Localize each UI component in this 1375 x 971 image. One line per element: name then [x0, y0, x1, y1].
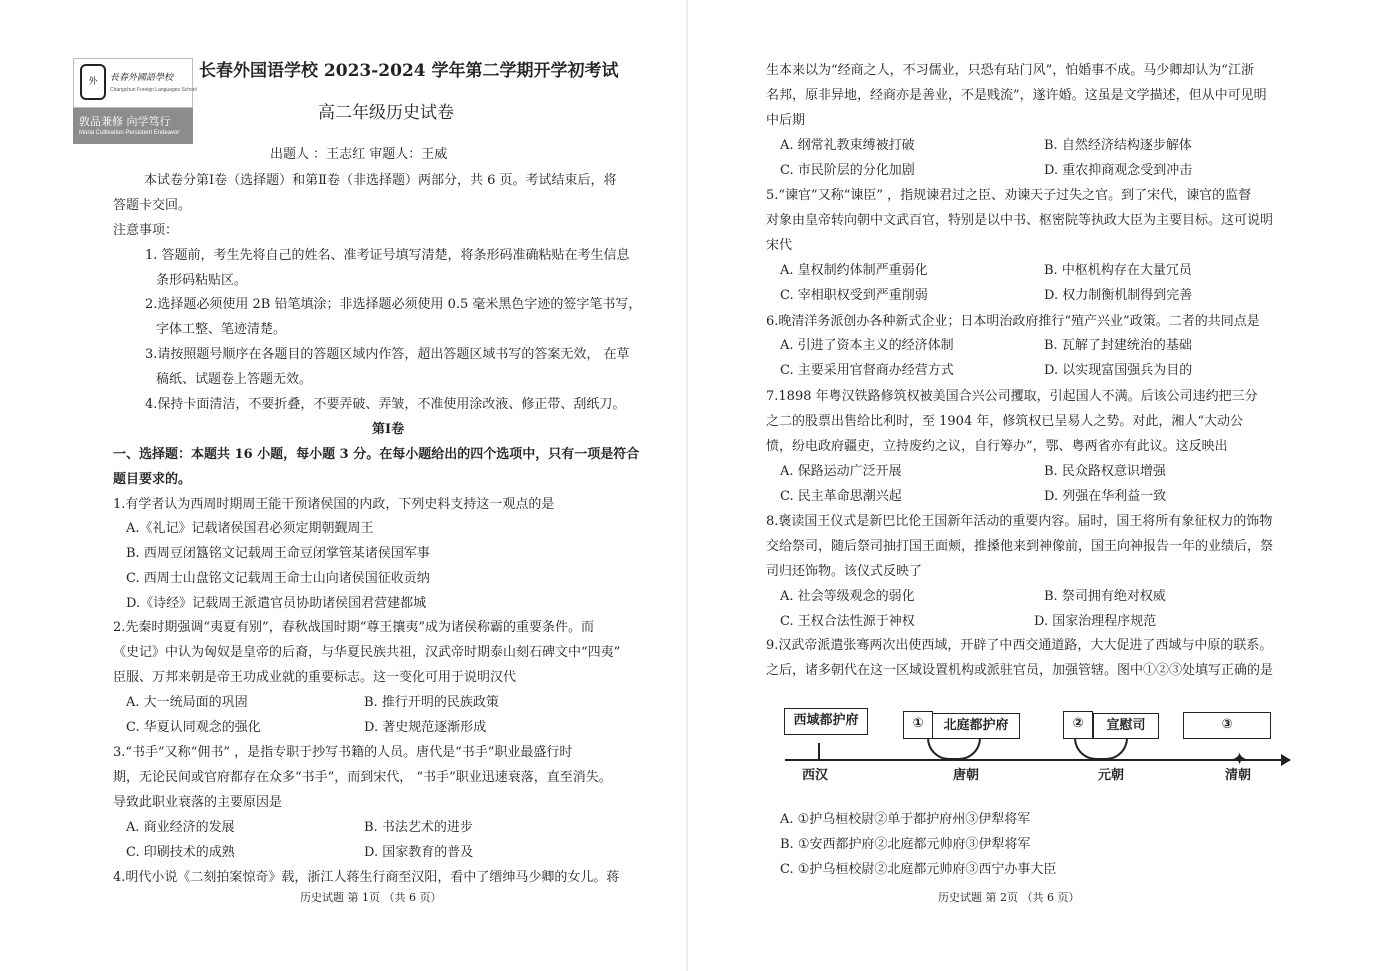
question-5-line-3: 宋代 [766, 238, 793, 253]
question-8-line-1: 8.褒读国王仪式是新巴比伦王国新年活动的重要内容。届时，国王将所有象征权力的饰物 [766, 514, 1273, 529]
question-4-line-4: 中后期 [766, 113, 806, 128]
logo-header [73, 58, 197, 108]
q1-option-d: D.《诗经》记载周王派遣官员协助诸侯国君营建都城 [126, 596, 427, 611]
q4-option-c: C. 市民阶层的分化加剧 [780, 163, 915, 178]
q6-option-a: A. 引进了资本主义的经济体制 [780, 338, 954, 353]
section-heading-1: 一、选择题：本题共 16 小题，每小题 3 分。在每小题给出的四个选项中，只有一项是符合 [113, 447, 640, 462]
page-footer-2: 历史试题 第 2页 （共 6 页） [938, 891, 1080, 904]
timeline-arrow-icon [1281, 754, 1291, 766]
q7-option-a: A. 保路运动广泛开展 [780, 464, 902, 479]
question-4-line-2: 生本来以为“经商之人，不习儒业，只恐有玷门风”，怕婚事不成。马少卿却认为“江浙 [766, 63, 1254, 78]
q9-option-b: B. ①安西都护府②北庭都元帅府③伊犁将军 [780, 837, 1031, 852]
timeline-star-icon: ✦ [1232, 749, 1248, 770]
q2-option-b: B. 推行开明的民族政策 [364, 695, 499, 710]
q4-option-d: D. 重农抑商观念受到冲击 [1044, 163, 1193, 178]
question-5-line-1: 5.“谏官”又称“谏臣” ，指规谏君过之臣、劝谏天子过失之官。到了宋代，谏官的监督 [766, 188, 1252, 203]
left-page [0, 0, 687, 971]
logo-school-name-en: Changchun Foreign Languages School [110, 87, 197, 93]
notice-1b: 条形码粘贴区。 [156, 273, 248, 288]
notice-2b: 字体工整、笔迹清楚。 [156, 322, 287, 337]
q3-option-a: A. 商业经济的发展 [126, 820, 235, 835]
question-7-line-1: 7.1898 年粤汉铁路修筑权被美国合兴公司攫取，引起国人不满。后该公司违约把三分 [766, 389, 1258, 404]
q2-option-d: D. 著史规范逐渐形成 [364, 720, 487, 735]
q3-option-b: B. 书法艺术的进步 [364, 820, 473, 835]
q8-option-b: B. 祭司拥有绝对权威 [1044, 589, 1166, 604]
notice-4: 4.保持卡面清洁，不要折叠，不要弄破、弄皱，不准使用涂改液、修正带、刮纸刀。 [145, 397, 626, 412]
timeline-axis [785, 759, 1285, 761]
q4-option-a: A. 纲常礼教束缚被打破 [780, 138, 915, 153]
school-logo [73, 58, 197, 144]
q7-option-d: D. 列强在华利益一致 [1044, 489, 1167, 504]
logo-motto: 敦品兼修 向学笃行 [79, 115, 171, 128]
question-7-line-3: 愤，纷电政府疆吏，立持废约之议，自行筹办”，鄂、粤两省亦有此议。这反映出 [766, 439, 1228, 454]
notice-3a: 3.请按照题号顺序在各题目的答题区域内作答，超出答题区域书写的答案无效， 在草 [145, 347, 630, 362]
author-line: 出题人 ：王志红 审题人：王威 [270, 147, 448, 162]
q2-option-c: C. 华夏认同观念的强化 [126, 720, 261, 735]
question-2-line-2: 《史记》中认为匈奴是皇帝的后裔，与华夏民族共祖，汉武帝时期泰山刻石碑文中“四夷” [113, 645, 621, 660]
q1-option-b: B. 西周豆闭簋铭文记载周王命豆闭掌管某诸侯国军事 [126, 546, 430, 561]
q7-option-c: C. 民主革命思潮兴起 [780, 489, 902, 504]
box-xiyu: 西域都护府 [784, 708, 868, 735]
intro-line-1: 本试卷分第Ⅰ卷（选择题）和第Ⅱ卷（非选择题）两部分，共 6 页。考试结束后，将 [144, 173, 617, 188]
question-3-line-1: 3.“书手”又称“佣书” ，是指专职于抄写书籍的人员。唐代是“书手”职业最盛行时 [113, 745, 573, 760]
q8-option-d: D. 国家治理程序规范 [1034, 614, 1157, 629]
logo-motto-en: Moral Cultivation Persistent Endeavor [79, 130, 180, 136]
q6-option-b: B. 瓦解了封建统治的基础 [1044, 338, 1192, 353]
label-xihan: 西汉 [802, 768, 829, 783]
question-4-line-1: 4.明代小说《二刻拍案惊奇》载，浙江人蒋生行商至汉阳，看中了缙绅马少卿的女儿。蒋 [113, 870, 620, 885]
intro-line-2: 答题卡交回。 [113, 198, 192, 213]
question-4-line-3: 名邦，原非异地，经商亦是善业，不是贱流”，遂许婚。这虽是文学描述，但从中可见明 [766, 88, 1267, 103]
question-7-line-2: 之二的股票出售给比利时，至 1904 年，修筑权已呈易人之势。对此，湘人“大动公 [766, 414, 1243, 429]
q9-option-a: A. ①护乌桓校尉②单于都护府州③伊犁将军 [780, 812, 1031, 827]
question-9-line-2: 之后，诸多朝代在这一区域设置机构或派驻官员，加强管辖。图中①②③处填写正确的是 [766, 663, 1274, 678]
timeline-tick-xihan [818, 743, 820, 759]
volume-title: 第Ⅰ卷 [372, 422, 405, 437]
q4-option-b: B. 自然经济结构逐步解体 [1044, 138, 1192, 153]
notice-3b: 稿纸、试题卷上答题无效。 [156, 372, 313, 387]
label-yuan: 元朝 [1098, 768, 1125, 783]
page-footer-1: 历史试题 第 1页 （共 6 页） [300, 891, 442, 904]
box-circle-1: ① [903, 711, 933, 739]
question-3-line-3: 导致此职业衰落的主要原因是 [113, 795, 283, 810]
question-3-line-2: 期，无论民间或官府都存在众多“书手”，而到宋代， “书手”职业迅速衰落，直至消失。 [113, 770, 612, 785]
label-tang: 唐朝 [953, 768, 980, 783]
q5-option-d: D. 权力制衡机制得到完善 [1044, 288, 1193, 303]
q9-option-c: C. ①护乌桓校尉②北庭都元帅府③西宁办事大臣 [780, 862, 1057, 877]
q7-option-b: B. 民众路权意识增强 [1044, 464, 1166, 479]
q2-option-a: A. 大一统局面的巩固 [126, 695, 248, 710]
question-1-stem: 1.有学者认为西周时期周王能干预诸侯国的内政，下列史料支持这一观点的是 [113, 497, 555, 512]
question-6-line-1: 6.晚清洋务派创办各种新式企业；日本明治政府推行“殖产兴业”政策。二者的共同点是 [766, 314, 1260, 329]
q6-option-c: C. 主要采用官督商办经营方式 [780, 363, 954, 378]
notice-2a: 2.选择题必须使用 2B 铅笔填涂；非选择题必须使用 0.5 毫米黑色字迹的签字笔书写， [145, 297, 642, 312]
school-seal-icon: 外 [80, 64, 106, 100]
question-5-line-2: 对象由皇帝转向朝中文武百官，特别是以中书、枢密院等执政大臣为主要目标。这可说明 [766, 213, 1274, 228]
q5-option-c: C. 宰相职权受到严重削弱 [780, 288, 928, 303]
q1-option-a: A.《礼记》记载诸侯国君必须定期朝觐周王 [126, 521, 374, 536]
question-8-line-3: 司归还饰物。该仪式反映了 [766, 564, 923, 579]
exam-subtitle: 高二年级历史试卷 [318, 103, 454, 123]
q1-option-c: C. 西周士山盘铭文记载周王命士山向诸侯国征收贡纳 [126, 571, 430, 586]
q8-option-a: A. 社会等级观念的弱化 [780, 589, 915, 604]
section-heading-2: 题目要求的。 [113, 472, 192, 487]
q8-option-c: C. 王权合法性源于神权 [780, 614, 915, 629]
q3-option-d: D. 国家教育的普及 [364, 845, 474, 860]
question-2-line-1: 2.先秦时期强调“夷夏有别”，春秋战国时期“尊王攘夷”成为诸侯称霸的重要条件。而 [113, 620, 594, 635]
question-8-line-2: 交给祭司，随后祭司抽打国王面颊，推搡他来到神像前，国王向神报告一年的业绩后，祭 [766, 539, 1274, 554]
box-xuanwei: 宣慰司 [1093, 713, 1159, 739]
q5-option-a: A. 皇权制约体制严重弱化 [780, 263, 928, 278]
question-9-line-1: 9.汉武帝派遣张骞两次出使西域，开辟了中西交通道路，大大促进了西域与中原的联系。 [766, 638, 1273, 653]
label-qing: 清朝 [1225, 768, 1252, 783]
right-page [688, 0, 1375, 971]
box-circle-2: ② [1063, 711, 1093, 739]
notice-heading: 注意事项： [113, 223, 179, 238]
q5-option-b: B. 中枢机构存在大量冗员 [1044, 263, 1192, 278]
logo-school-name: 長春外國語學校 [110, 73, 174, 83]
box-beiting: 北庭都护府 [932, 713, 1020, 739]
q3-option-c: C. 印刷技术的成熟 [126, 845, 235, 860]
exam-title: 长春外国语学校 2023-2024 学年第二学期开学初考试 [199, 61, 619, 81]
box-circle-3: ③ [1183, 712, 1271, 739]
q6-option-d: D. 以实现富国强兵为目的 [1044, 363, 1193, 378]
notice-1a: 1. 答题前，考生先将自己的姓名、准考证号填写清楚，将条形码准确粘贴在考生信息 [145, 248, 630, 263]
question-2-line-3: 臣服、万邦来朝是帝王功成业就的重要标志。这一变化可用于说明汉代 [113, 670, 517, 685]
